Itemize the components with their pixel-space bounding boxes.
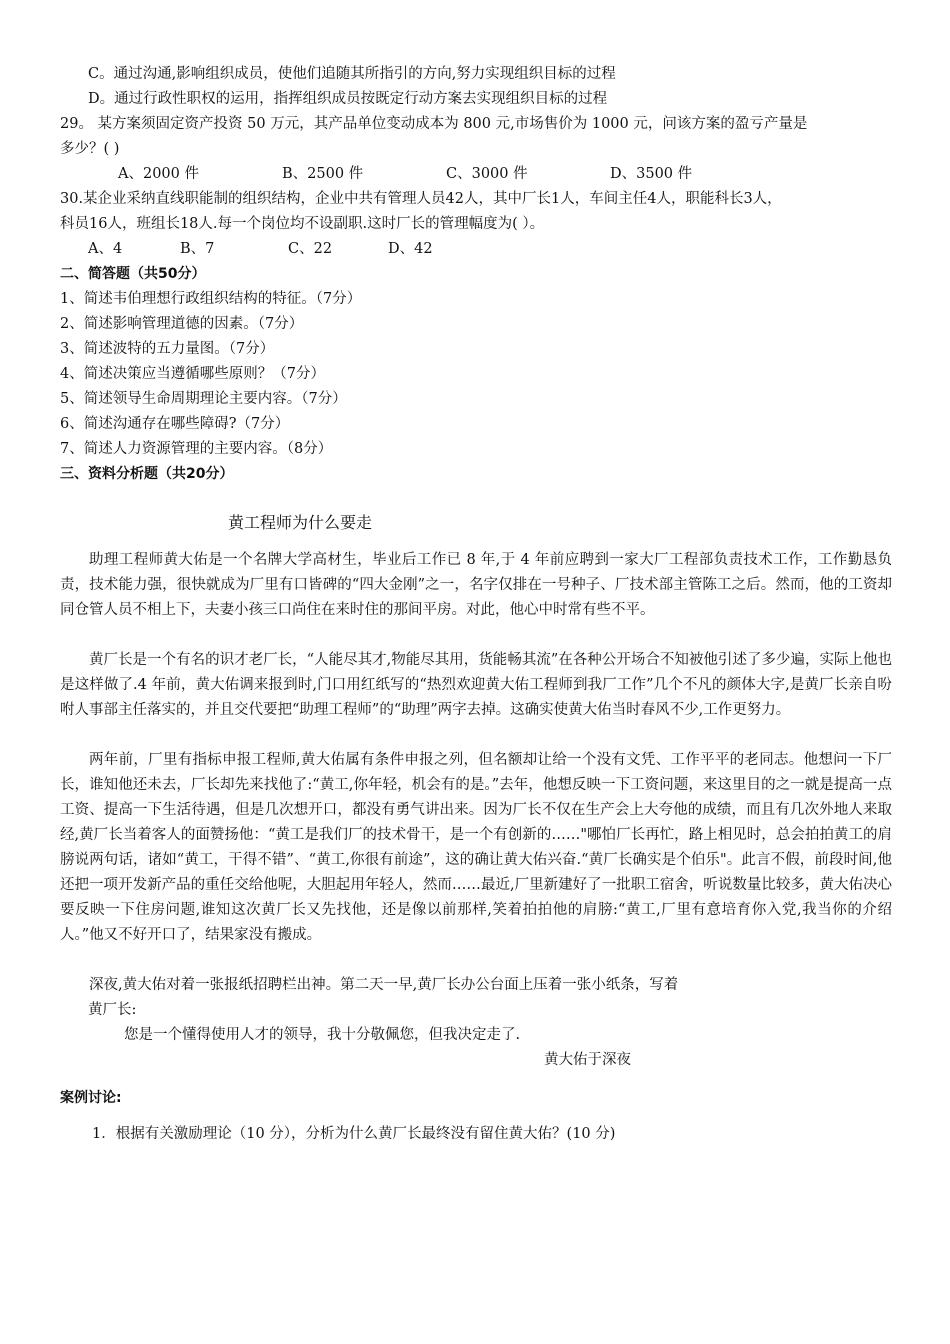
section3-heading: 三、资料分析题（共20分）	[60, 466, 234, 482]
section2-item-2: 2、简述影响管理道德的因素。（7分）	[60, 316, 304, 332]
section2-item-7: 7、简述人力资源管理的主要内容。（8分）	[60, 441, 333, 457]
q29-option-c: C、3000 件	[446, 166, 528, 182]
q29-option-a: A、2000 件	[118, 166, 199, 182]
q30-options	[88, 237, 433, 261]
discussion-heading: 案例讨论:	[60, 1090, 122, 1106]
q29-stem-line2: 多少？( )	[60, 141, 120, 157]
q29-options	[118, 162, 692, 186]
q28-option-d: D。通过行政性职权的运用，指挥组织成员按既定行动方案去实现组织目标的过程	[88, 91, 608, 107]
q29-option-b: B、2500 件	[282, 166, 364, 182]
letter-body: 您是一个懂得使用人才的领导，我十分敬佩您，但我决定走了.	[124, 1027, 521, 1043]
section2-item-6: 6、简述沟通存在哪些障碍?（7分）	[60, 416, 290, 432]
q30-option-b: B、7	[180, 241, 215, 257]
section2-item-3: 3、简述波特的五力量图。（7分）	[60, 341, 275, 357]
case-paragraph-2: 黄厂长是一个有名的识才老厂长，“人能尽其才,物能尽其用，货能畅其流”在各种公开场合不知被他引述了多少遍，实际上他也是这样做了.4 年前，黄大佑调来报到时,门口用红纸写的“热烈欢迎黄大佑工程师到我厂工作”几个不凡的颜体大字,是黄厂长亲自吩咐人事部主任落实的，并且交代要把“助理工程师”的“助理”两字去掉。这确实使黄大佑当时春风不少,工作更努力。	[60, 652, 892, 718]
q29-stem-line1: 29。 某方案须固定资产投资 50 万元，其产品单位变动成本为 800 元,市场售价为 1000 元，问该方案的盈亏产量是	[60, 116, 808, 132]
letter-signature: 黄大佑于深夜	[544, 1052, 631, 1068]
q30-stem-line1: 30.某企业采纳直线职能制的组织结构，企业中共有管理人员42人，其中厂长1人，车间主任4人，职能科长3人，	[60, 191, 782, 207]
q28-option-c: C。通过沟通,影响组织成员，使他们追随其所指引的方向,努力实现组织目标的过程	[88, 66, 616, 82]
section2-item-1: 1、简述韦伯理想行政组织结构的特征。（7分）	[60, 291, 362, 307]
q30-stem-line2: 科员16人，班组长18人.每一个岗位均不设副职.这时厂长的管理幅度为( ）。	[60, 216, 545, 232]
letter-salutation: 黄厂长:	[88, 1002, 137, 1018]
section2-heading: 二、简答题（共50分）	[60, 266, 206, 282]
discussion-question-1: 1．根据有关激励理论（10 分），分析为什么黄厂长最终没有留住黄大佑？(10 分)	[92, 1126, 616, 1142]
case-paragraph-3: 两年前，厂里有指标申报工程师,黄大佑属有条件申报之列，但名额却让给一个没有文凭、工作平平的老同志。他想问一下厂长，谁知他还未去，厂长却先来找他了:“黄工,你年轻，机会有的是。”去年，他想反映一下工资问题，来这里目的之一就是提高一点工资、提高一下生活待遇，但是几次想开口，都没有勇气讲出来。因为厂长不仅在生产会上大夸他的成绩，而且有几次外地人来取经,黄厂长当着客人的面赞扬他：“黄工是我们厂的技术骨干，是一个有创新的……"哪怕厂长再忙，路上相见时，总会拍拍黄工的肩膀说两句话，诸如“黄工，干得不错”、“黄工,你很有前途”，这的确让黄大佑兴奋.“黄厂长确实是个伯乐"。此言不假，前段时间,他还把一项开发新产品的重任交给他呢，大胆起用年轻人，然而……最近,厂里新建好了一批职工宿舍，听说数量比较多，黄大佑决心要反映一下住房问题,谁知这次黄厂长又先找他，还是像以前那样,笑着拍拍他的肩膀:“黄工,厂里有意培育你入党,我当你的介绍人。”他又不好开口了，结果家没有搬成。	[60, 752, 892, 943]
section2-item-5: 5、简述领导生命周期理论主要内容。（7分）	[60, 391, 347, 407]
section2-item-4: 4、简述决策应当遵循哪些原则？（7分）	[60, 366, 325, 382]
case-paragraph-1: 助理工程师黄大佑是一个名牌大学高材生，毕业后工作已 8 年,于 4 年前应聘到一家大厂工程部负责技术工作，工作勤恳负责，技术能力强，很快就成为厂里有口皆碑的“四大金刚”之一，名字仅排在一号种子、厂技术部主管陈工之后。然而，他的工资却同仓管人员不相上下，夫妻小孩三口尚住在来时住的那间平房。对此，他心中时常有些不平。	[60, 552, 892, 618]
q29-option-d: D、3500 件	[610, 166, 693, 182]
q30-option-a: A、4	[88, 241, 123, 257]
q30-option-d: D、42	[388, 241, 433, 257]
q30-option-c: C、22	[288, 241, 333, 257]
case-title: 黄工程师为什么要走	[228, 513, 373, 532]
case-paragraph-4: 深夜,黄大佑对着一张报纸招聘栏出神。第二天一早,黄厂长办公台面上压着一张小纸条，写着	[89, 977, 679, 993]
